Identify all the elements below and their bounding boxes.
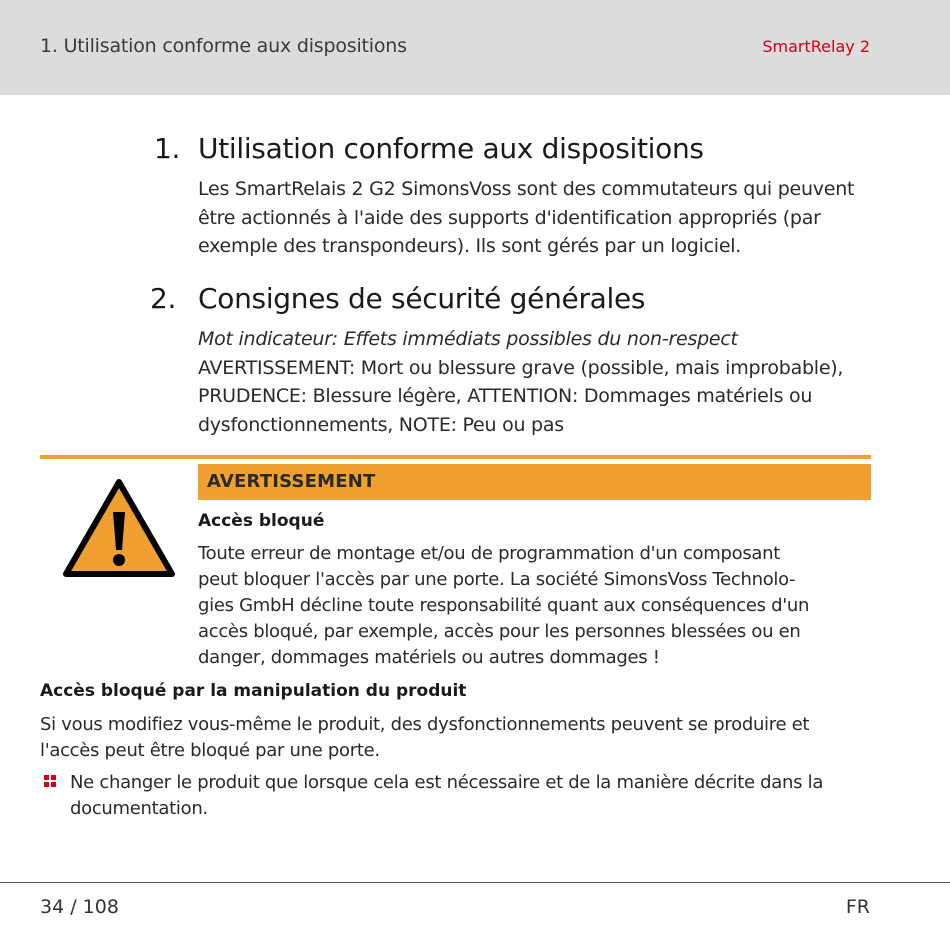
warning-line: peut bloquer l'accès par une porte. La société SimonsVoss Technolo- [198,569,796,590]
warning-line: Toute erreur de montage et/ou de programmation d'un composant [198,543,780,564]
section-1-title: Utilisation conforme aux dispositions [198,132,704,165]
footer-rule [0,882,950,883]
warning-body [198,541,878,671]
warning-top-rule [40,455,871,459]
manipulation-heading: Accès bloqué par la manipulation du produit [40,681,467,701]
section-1-line: Les SmartRelais 2 G2 SimonsVoss sont des commutateurs qui peuvent [198,178,855,200]
signal-word-definition: Mot indicateur: Effets immédiats possibles du non-respect [198,328,738,350]
page-header [0,0,950,95]
section-2-number: 2. [150,282,177,315]
section-2-title: Consignes de sécurité générales [198,282,646,315]
section-1-line: être actionnés à l'aide des supports d'identification appropriés (par [198,206,821,229]
warning-label: AVERTISSEMENT [207,471,376,492]
bullet-line: Ne changer le produit que lorsque cela est nécessaire et de la manière décrite dans la [70,772,824,793]
section-2-line: AVERTISSEMENT: Mort ou blessure grave (possible, mais improbable), [198,356,844,379]
manipulation-body [40,712,920,764]
warning-subtitle: Accès bloqué [198,511,325,531]
section-1-body [198,175,888,261]
warning-line: danger, dommages matériels ou autres dommages ! [198,647,660,668]
section-1-line: exemple des transpondeurs). Ils sont gérés par un logiciel. [198,235,742,257]
section-2-body [198,325,888,439]
manipulation-line: l'accès peut être bloqué par une porte. [40,740,380,761]
language-code: FR [845,896,870,918]
warning-line: gies GmbH décline toute responsabilité quant aux conséquences d'un [198,595,810,616]
section-2-line: PRUDENCE: Blessure légère, ATTENTION: Dommages matériels ou [198,385,813,407]
page-number: 34 / 108 [40,896,119,918]
running-header-title: 1. Utilisation conforme aux dispositions [40,35,407,57]
warning-line: accès bloqué, par exemple, accès pour les personnes blessées ou en [198,621,801,642]
bullet-item [70,770,920,822]
red-grid-bullet-icon [44,775,58,789]
warning-triangle-icon [62,478,176,578]
manipulation-line: Si vous modifiez vous-même le produit, des dysfonctionnements peuvent se produire et [40,714,810,735]
product-brand: SmartRelay 2 [762,37,870,56]
warning-banner [198,464,871,500]
bullet-line: documentation. [70,798,208,819]
section-1-number: 1. [154,132,181,165]
section-2-line: dysfonctionnements, NOTE: Peu ou pas [198,413,564,436]
